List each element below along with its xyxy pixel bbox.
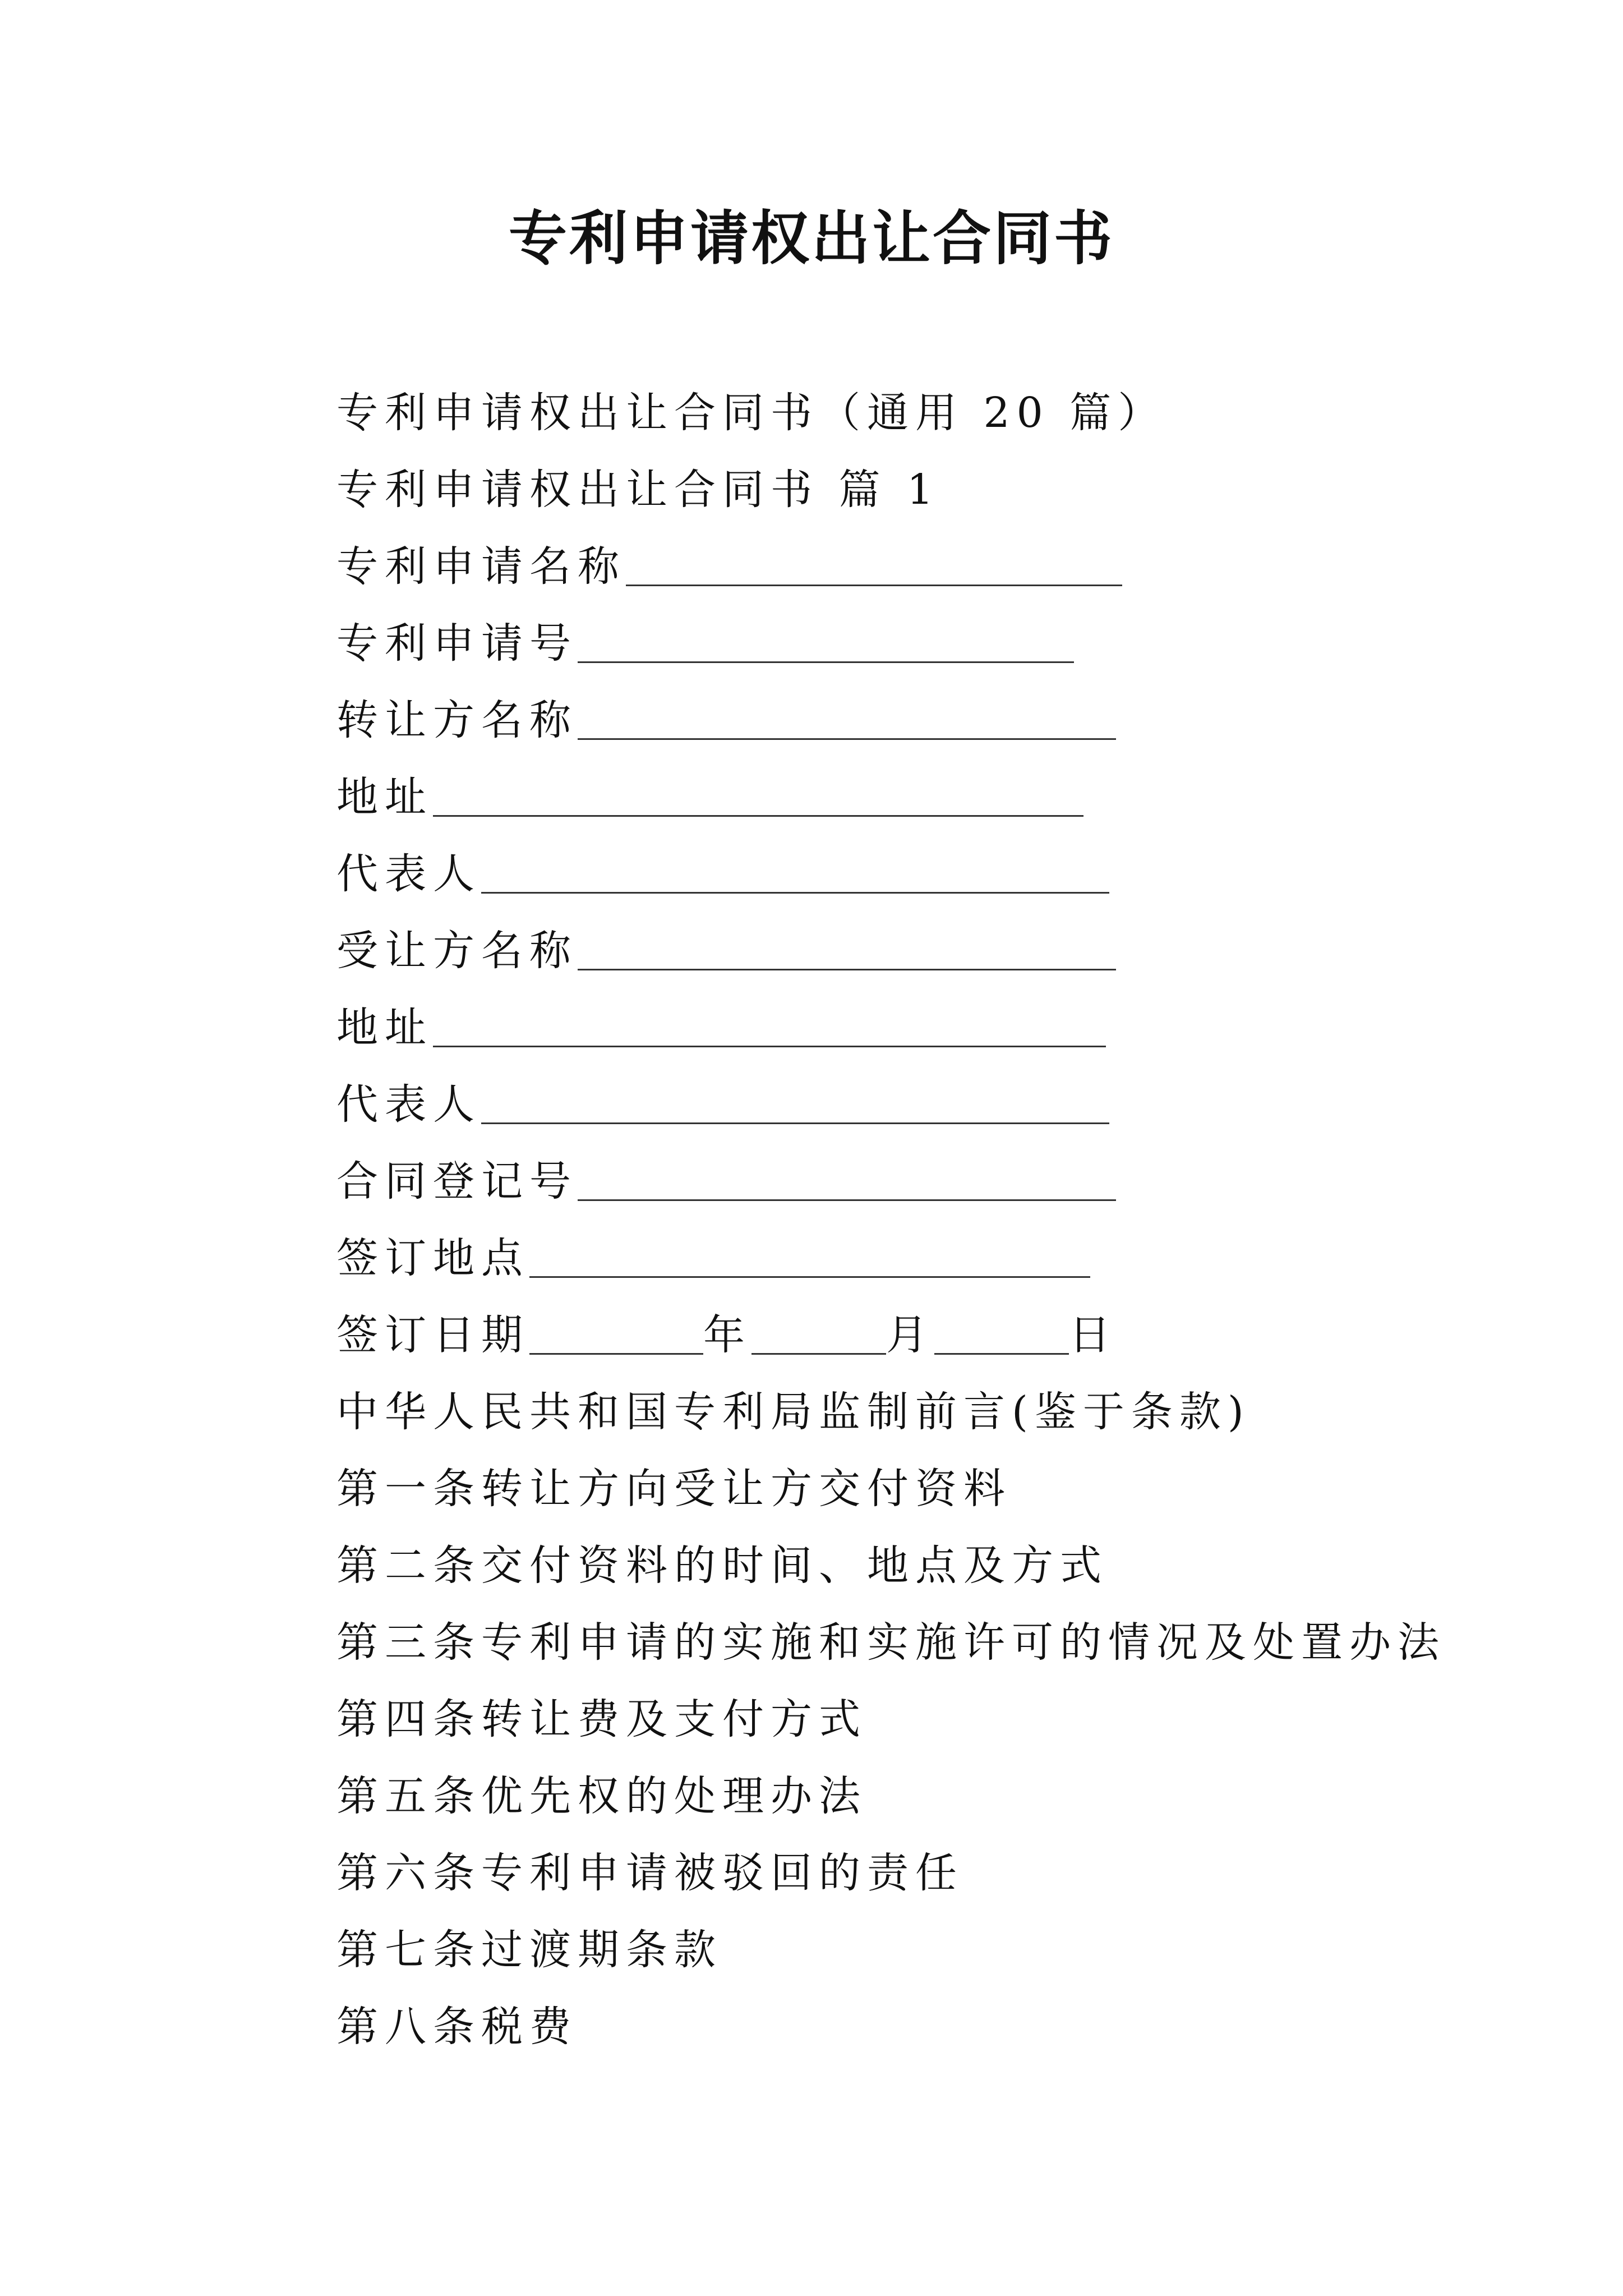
- fill-in-blank: [578, 1160, 1116, 1201]
- field-label: 地址: [336, 1004, 433, 1052]
- year-label: 年: [703, 1311, 751, 1359]
- article-1: [336, 1451, 1542, 1527]
- fill-in-blank: [578, 699, 1116, 740]
- field-label: 专利申请名称: [336, 542, 626, 591]
- article-2: [336, 1527, 1542, 1604]
- fill-in-blank: [481, 1083, 1109, 1124]
- article-heading: [336, 452, 1542, 528]
- collection-heading: [336, 375, 1542, 452]
- field-label: 合同登记号: [336, 1157, 578, 1205]
- fill-in-blank: [626, 545, 1122, 586]
- article-text: 第八条税费: [336, 2003, 578, 2051]
- article-7: [336, 1912, 1542, 1989]
- collection-heading-text: 专利申请权出让合同书（通用 20 篇）: [336, 389, 1166, 437]
- article-8: [336, 1989, 1542, 2065]
- field-transferee-representative: [336, 1066, 1542, 1143]
- article-text: 第二条交付资料的时间、地点及方式: [336, 1542, 1108, 1590]
- field-contract-registration-number: [336, 1143, 1542, 1220]
- field-label: 签订日期: [336, 1311, 529, 1359]
- fill-in-blank: [578, 930, 1116, 970]
- field-patent-application-number: [336, 605, 1542, 682]
- year-blank: [529, 1314, 703, 1355]
- field-patent-application-name: [336, 528, 1542, 605]
- article-text: 第六条专利申请被驳回的责任: [336, 1849, 963, 1897]
- field-signing-date: [336, 1297, 1542, 1374]
- article-5: [336, 1758, 1542, 1835]
- day-label: 日: [1069, 1311, 1117, 1359]
- fill-in-blank: [433, 1006, 1106, 1047]
- fill-in-blank: [578, 622, 1074, 663]
- field-label: 代表人: [336, 850, 481, 898]
- field-transferor-address: [336, 759, 1542, 836]
- field-label: 专利申请号: [336, 619, 578, 668]
- article-3: [336, 1604, 1542, 1681]
- field-label: 地址: [336, 773, 433, 821]
- field-transferee-address: [336, 990, 1542, 1066]
- field-transferor-representative: [336, 836, 1542, 913]
- article-text: 第七条过渡期条款: [336, 1926, 722, 1974]
- article-text: 第四条转让费及支付方式: [336, 1695, 867, 1743]
- field-transferee-name: [336, 913, 1542, 990]
- month-label: 月: [886, 1311, 934, 1359]
- article-text: 第一条转让方向受让方交付资料: [336, 1465, 1012, 1513]
- preamble-line: [336, 1374, 1542, 1451]
- day-blank: [934, 1314, 1069, 1355]
- field-label: 受让方名称: [336, 927, 578, 975]
- field-label: 转让方名称: [336, 696, 578, 744]
- article-6: [336, 1835, 1542, 1912]
- month-blank: [751, 1314, 886, 1355]
- field-signing-place: [336, 1220, 1542, 1297]
- fill-in-blank: [529, 1237, 1090, 1278]
- field-label: 签订地点: [336, 1234, 529, 1282]
- document-title: 专利申请权出让合同书: [508, 204, 1114, 273]
- document-body: [336, 375, 1542, 2065]
- article-text: 第五条优先权的处理办法: [336, 1772, 867, 1820]
- preamble-text: 中华人民共和国专利局监制前言(鉴于条款): [336, 1388, 1251, 1436]
- article-text: 第三条专利申请的实施和实施许可的情况及处置办法: [336, 1618, 1446, 1667]
- field-transferor-name: [336, 682, 1542, 759]
- fill-in-blank: [481, 853, 1109, 894]
- fill-in-blank: [433, 776, 1083, 817]
- article-heading-text: 专利申请权出让合同书 篇 1: [336, 466, 940, 514]
- field-label: 代表人: [336, 1080, 481, 1129]
- article-4: [336, 1681, 1542, 1758]
